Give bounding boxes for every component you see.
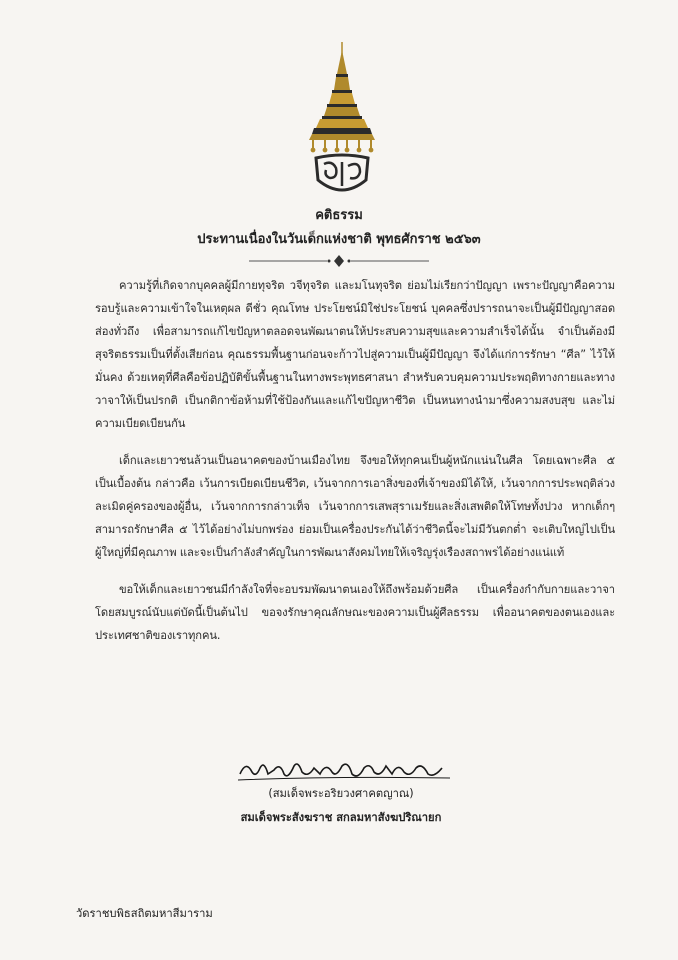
divider-ornament-icon [249,254,429,268]
paragraph-1: ความรู้ที่เกิดจากบุคคลผู้มีกายทุจริต วจีทุจริต และมโนทุจริต ย่อมไม่เรียกว่าปัญญา เพราะปัญญาคือความรอบรู้และความเข้าใจในเหตุผล ดีชั่ว คุณโทษ ประโยชน์มิใช่ประโยชน์ บุคคลซึ่งปรารถนาจะเป็นผู้มีปัญญาสอดส่องทั่วถึง เพื่อสามารถแก้ไขปัญหาตลอดจนพัฒนาตนให้ประสบความสุขและความสำเร็จได้นั้น จำเป็นต้องมีสุจริตธรรมเป็นที่ตั้งเสียก่อน คุณธรรมพื้นฐานก่อนจะก้าวไปสู่ความเป็นผู้มีปัญญา จึงได้แก่การรักษา “ศีล” ไว้ให้มั่นคง ด้วยเหตุที่ศีลคือข้อปฏิบัติขั้นพื้นฐานในทางพระพุทธศาสนา สำหรับควบคุมความประพฤติทางกายและทางวาจาให้เป็นปรกติ เป็นกติกาข้อห้ามที่ใช้ป้องกันและแก้ไขปัญหาชีวิต เป็นหนทางนำมาซึ่งความสงบสุข และไม่ความเบียดเบียนกัน [95,279,615,430]
document-subheading: ประทานเนื่องในวันเด็กแห่งชาติ พุทธศักราช ๒๕๖๓ [197,232,481,247]
signature-name: (สมเด็จพระอริยวงศาคตญาณ) [268,787,414,800]
document-body [95,274,615,661]
footer-location: วัดราชบพิธสถิตมหาสีมาราม [76,907,213,920]
paragraph-3: ขอให้เด็กและเยาวชนมีกำลังใจที่จะอบรมพัฒนาตนเองให้ถึงพร้อมด้วยศีล เป็นเครื่องกำกับกายและวาจาโดยสมบูรณ์นับแต่บัดนี้เป็นต้นไป ขอจงรักษาคุณลักษณะของความเป็นผู้ศีลธรรม เพื่ออนาคตของตนเองและประเทศชาติของเราทุกคน. [95,583,615,642]
document-heading: คติธรรม [315,208,363,223]
signature-title: สมเด็จพระสังฆราช สกลมหาสังฆปริณายก [240,811,442,824]
temple-spire-emblem-icon [306,40,378,198]
handwritten-signature-icon [236,756,456,784]
paragraph-2: เด็กและเยาวชนล้วนเป็นอนาคตของบ้านเมืองไทย จึงขอให้ทุกคนเป็นผู้หนักแน่นในศีล โดยเฉพาะศีล ๕ เป็นเบื้องต้น กล่าวคือ เว้นการเบียดเบียนชีวิต, เว้นจากการเอาสิ่งของที่เจ้าของมิได้ให้, เว้นจากการประพฤติล่วงละเมิดคู่ครองของผู้อื่น, เว้นจากการกล่าวเท็จ เว้นจากการเสพสุราเมรัยและสิ่งเสพติดให้โทษทั้งปวง หากเด็กๆ สามารถรักษาศีล ๕ ไว้ได้อย่างไม่บกพร่อง ย่อมเป็นเครื่องประกันได้ว่าชีวิตนี้จะไม่มีวันตกต่ำ จะเติบใหญ่ไปเป็นผู้ใหญ่ที่มีคุณภาพ และจะเป็นกำลังสำคัญในการพัฒนาสังคมไทยให้เจริญรุ่งเรืองสถาพรได้อย่างแน่แท้ [95,454,615,559]
